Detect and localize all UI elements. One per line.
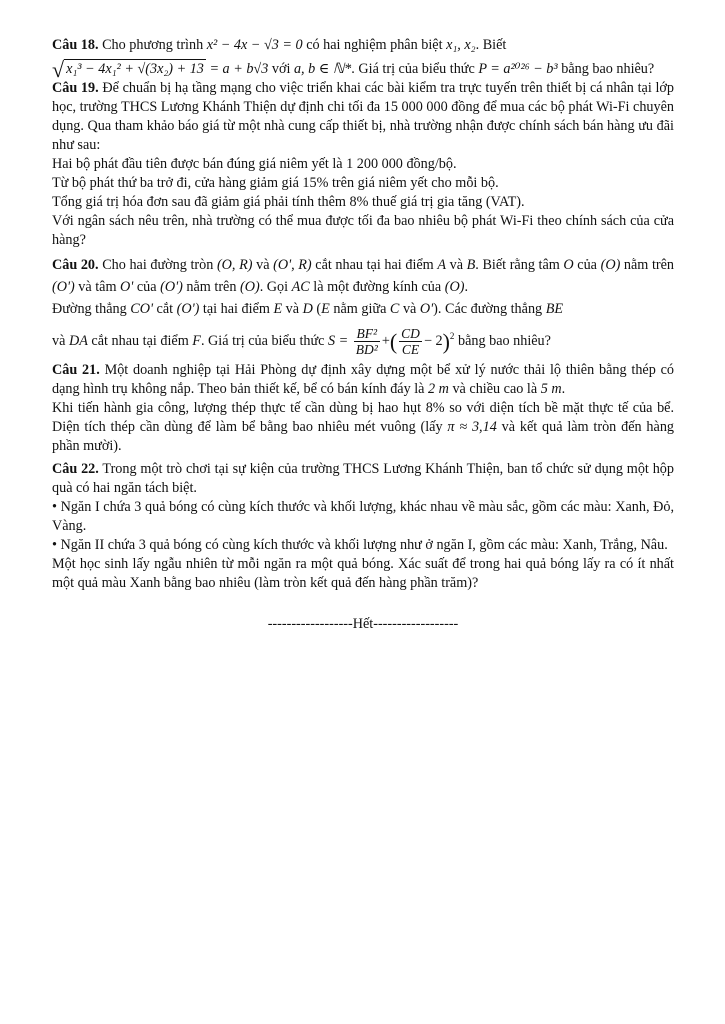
circle-O: (O): [444, 279, 465, 296]
text: nằm trên: [620, 257, 675, 274]
fraction-CD-CE: [399, 326, 422, 357]
circle-O: (O): [239, 279, 260, 296]
budget: 15 000 000: [383, 99, 448, 116]
exponent: 2: [449, 331, 455, 342]
end-marker: ------------------Hết------------------: [267, 616, 459, 633]
question-21: [52, 361, 674, 399]
circle-O-R: (O, R): [216, 257, 253, 274]
condition: a, b ∈ ℕ*: [293, 61, 352, 77]
text: Đường thẳng: [52, 301, 131, 318]
pi-value: π ≈ 3,14: [447, 419, 497, 436]
numerator: BF²: [354, 326, 380, 342]
text: cắt: [153, 301, 177, 318]
text: với: [268, 61, 294, 77]
text: đồng/bộ.: [402, 156, 457, 173]
text: Hai bộ phát đầu tiên được bán đúng giá niêm yết là: [52, 156, 347, 173]
text: cắt nhau tại điểm: [87, 333, 193, 349]
text: có hai nghiệm phân biệt: [302, 37, 447, 53]
segment-AC: AC: [291, 279, 310, 296]
text: Trong một trò chơi tại sự kiện của trường THCS Lương Khánh Thiện, ban tổ chức sử dụng một hộp quà có hai ngăn tách biệt.: [52, 461, 674, 497]
text: bằng bao nhiêu?: [454, 333, 551, 349]
minus-two: − 2: [423, 333, 443, 349]
text: Để chuẩn bị hạ tầng mạng cho việc triển khai các bài kiểm tra trực tuyến trên thiết bị cá nhân tại lớp học, trường THCS Lương Khánh Thiện dự định chi tối đa: [52, 80, 674, 116]
point-O2: O': [419, 301, 434, 318]
question-19-line3: [52, 193, 674, 212]
point-C: C: [389, 301, 400, 318]
text: và: [282, 301, 303, 318]
expression-S: S =: [328, 333, 349, 349]
text: của: [133, 279, 161, 296]
text: Tổng giá trị hóa đơn sau đã giảm giá phải tính thêm: [52, 194, 350, 211]
text: ). Các đường thẳng: [433, 301, 546, 318]
point-E: E: [321, 301, 330, 318]
question-20-line2: [52, 298, 674, 320]
line-CO2: CO': [130, 301, 153, 318]
circle-O: (O): [600, 257, 621, 274]
denominator: BD²: [355, 342, 378, 358]
text: nằm trên: [182, 279, 240, 296]
point-O: O: [563, 257, 574, 274]
close-paren: ): [442, 329, 450, 355]
question-20: [52, 254, 674, 298]
text: so với diện tích bề mặt thực tế của bể. Diện tích thép cần dùng để làm bể bằng bao nhiêu mét vuông (lấy: [52, 400, 675, 436]
equation: x² − 4x − √3 = 0: [206, 37, 303, 53]
question-19: [52, 79, 674, 155]
denominator: CE: [401, 342, 420, 358]
question-20-line3: [52, 326, 674, 357]
text: và chiều cao là: [448, 381, 541, 398]
text: và: [52, 333, 69, 349]
text: và: [252, 257, 274, 274]
question-label: Câu 19.: [52, 80, 99, 97]
point-E: E: [273, 301, 283, 318]
vat: 8%: [349, 194, 369, 211]
question-18-cont: [52, 57, 674, 83]
price: 1 200 000: [346, 156, 403, 173]
text: . Biết: [475, 37, 507, 53]
point-O2: O': [120, 279, 134, 296]
text: và: [399, 301, 420, 318]
text: . Biết rằng tâm: [475, 257, 564, 274]
question-label: Câu 18.: [52, 37, 99, 53]
text: Từ bộ phát thứ ba trở đi, cửa hàng giảm giá: [52, 175, 303, 192]
text: cắt nhau tại hai điểm: [311, 257, 438, 274]
text: và tâm: [74, 279, 121, 296]
roots: x₁, x₂: [446, 37, 476, 53]
circle-O2: (O'): [52, 279, 75, 296]
question-19-line4: Với ngân sách nêu trên, nhà trường có thể mua được tối đa bao nhiêu bộ phát Wi-Fi theo chính sách của cửa hàng?: [52, 213, 674, 249]
loss: 8%: [425, 400, 445, 417]
text: . Giá trị của biểu thức: [351, 61, 479, 77]
radius: 2 m: [428, 381, 449, 398]
point-A: A: [437, 257, 446, 274]
text: đồng để mua các bộ phát Wi-Fi chuyên dụng. Qua tham khảo báo giá từ một nhà cung cấp thiết bị, nhà trường nhận được chính sách bán hàng ưu đãi như sau:: [52, 99, 675, 154]
text: .: [561, 381, 566, 398]
text: Cho hai đường tròn: [98, 257, 217, 274]
line-BE: BE: [545, 301, 564, 318]
question-label: Câu 22.: [52, 461, 99, 478]
text: của: [573, 257, 601, 274]
expression-P: P = a²⁰²⁶ − b³: [478, 61, 558, 77]
question-18: [52, 36, 674, 55]
text: và kết quả làm tròn đến hàng phần mười).: [52, 419, 675, 455]
question-label: Câu 21.: [52, 362, 100, 379]
text: và: [446, 257, 467, 274]
discount: 15%: [302, 175, 329, 192]
text: . Giá trị của biểu thức: [200, 333, 329, 349]
text: Khi tiến hành gia công, lượng thép thực tế cần dùng bị hao hụt: [52, 400, 426, 417]
text: nằm giữa: [329, 301, 390, 318]
bullet-compartment-2: • Ngăn II chứa 3 quả bóng có cùng kích thước và khối lượng như ở ngăn I, gồm các màu: Xanh, Trắng, Nâu.: [52, 537, 668, 554]
text: thuế giá trị gia tăng (VAT).: [368, 194, 525, 211]
plus-sign: +: [381, 333, 390, 349]
rhs: = a + b√3: [205, 61, 269, 77]
point-D: D: [302, 301, 313, 318]
document-page: [52, 36, 674, 634]
text: Cho phương trình: [98, 37, 207, 53]
text: trên giá niêm yết cho mỗi bộ.: [328, 175, 499, 192]
circle-O2-R: (O', R): [273, 257, 312, 274]
text: bằng bao nhiêu?: [557, 61, 655, 77]
root-expression: x₁³ − 4x₁² + √(3x₂) + 13: [66, 61, 204, 77]
question-19-line2: [52, 174, 674, 193]
text: (: [312, 301, 322, 318]
line-DA: DA: [68, 333, 88, 349]
height: 5 m: [540, 381, 562, 398]
numerator: CD: [401, 326, 420, 342]
text: tại hai điểm: [199, 301, 274, 318]
point-B: B: [466, 257, 476, 274]
text: . Gọi: [259, 279, 292, 296]
text: là một đường kính của: [309, 279, 445, 296]
open-paren: (: [389, 329, 398, 355]
question-label: Câu 20.: [52, 257, 99, 274]
text: Một doanh nghiệp tại Hải Phòng dự định xây dựng một bể xử lý nước thải lộ thiên bằng thép có dạng hình trụ không nắp. Theo bản thiết kế, bể có bán kính đáy là: [52, 362, 675, 398]
text: .: [464, 279, 468, 296]
sqrt-sign: √: [52, 57, 65, 83]
question-19-line1: [52, 155, 674, 174]
fraction-BF-BD: [354, 326, 380, 357]
circle-O2: (O'): [176, 301, 200, 318]
bullet-compartment-1: • Ngăn I chứa 3 quả bóng có cùng kích thước và khối lượng, khác nhau về màu sắc, gồm các màu: Xanh, Đỏ, Vàng.: [52, 499, 674, 535]
point-F: F: [192, 333, 201, 349]
circle-O2: (O'): [160, 279, 183, 296]
question-21-cont: [52, 399, 674, 456]
question-22: [52, 460, 674, 498]
question-22-question: Một học sinh lấy ngẫu nhiên từ mỗi ngăn ra một quả bóng. Xác suất để trong hai quả bóng lấy ra có ít nhất một quả màu Xanh bằng bao nhiêu (làm tròn kết quả đến hàng phần trăm)?: [52, 556, 674, 592]
